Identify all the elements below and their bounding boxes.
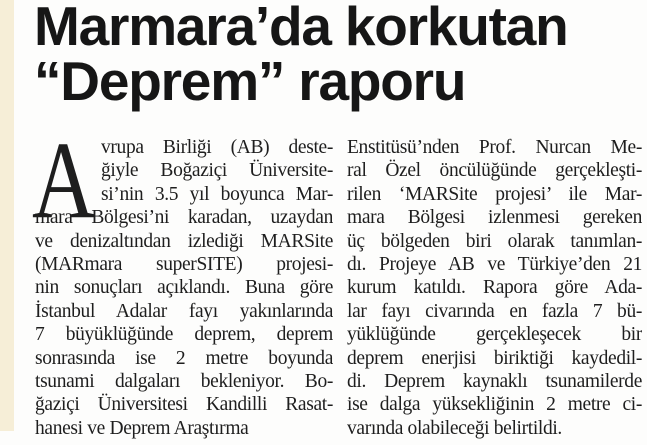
drop-cap: A <box>32 119 96 241</box>
text-line: hanesi ve Deprem Araştırma <box>35 417 249 439</box>
text-line: kurum katıldı. Rapora göre Ada- <box>347 277 642 299</box>
text-line: ise dalga yüksekliğinin 2 metre ci- <box>347 394 642 416</box>
text-line: si’nin 3.5 yıl boyunca Mar- <box>101 183 333 205</box>
text-line: mara Bölgesi’ni karadan, uzaydan <box>35 207 333 229</box>
text-line: rilen ‘MARSite projesi’ ile Mar- <box>347 183 642 205</box>
text-line: deprem enerjisi biriktiği kaydedil- <box>347 347 642 369</box>
text-line: nin sonuçları açıklandı. Buna göre <box>35 277 333 299</box>
text-line: dı. Projeye AB ve Türkiye’den 21 <box>347 253 642 275</box>
text-line: ral Özel öncülüğünde gerçekleşti- <box>347 160 642 182</box>
text-line: Enstitüsü’nden Prof. Nurcan Me- <box>347 137 642 158</box>
text-line: mara Bölgesi izlenmesi gereken <box>347 207 642 229</box>
text-line: İstanbul Adalar fayı yakınlarında <box>35 300 333 322</box>
text-line: lar fayı civarında en fazla 7 bü- <box>347 300 642 322</box>
headline-line-1: Marmara’da korkutan <box>34 0 568 57</box>
text-line: ğaziçi Üniversitesi Kandilli Rasat- <box>35 394 333 416</box>
paper-edge-strip <box>0 0 14 431</box>
text-line: (MARmara superSITE) projesi- <box>35 253 333 275</box>
text-line: ve denizaltından izlediği MARSite <box>35 230 333 252</box>
text-line: varında olabileceği belirtildi. <box>347 417 562 439</box>
text-line: yüklüğünde gerçekleşecek bir <box>347 324 642 346</box>
article-column-2 <box>347 136 642 440</box>
text-line: 7 büyüklüğünde deprem, deprem <box>35 324 333 346</box>
text-line: ğiyle Boğaziçi Üniversite- <box>101 160 333 182</box>
text-line: üç bölgeden biri olarak tanımlan- <box>347 230 642 252</box>
text-line: sonrasında ise 2 metre boyunda <box>35 347 333 369</box>
text-line: tsunami dalgaları bekleniyor. Bo- <box>35 370 333 392</box>
text-line: di. Deprem kaynaklı tsunamilerde <box>347 370 642 392</box>
article-headline <box>34 0 568 112</box>
headline-line-2: “Deprem” raporu <box>34 50 466 112</box>
article-column-1 <box>35 136 333 440</box>
text-line: vrupa Birliği (AB) deste- <box>101 137 333 158</box>
